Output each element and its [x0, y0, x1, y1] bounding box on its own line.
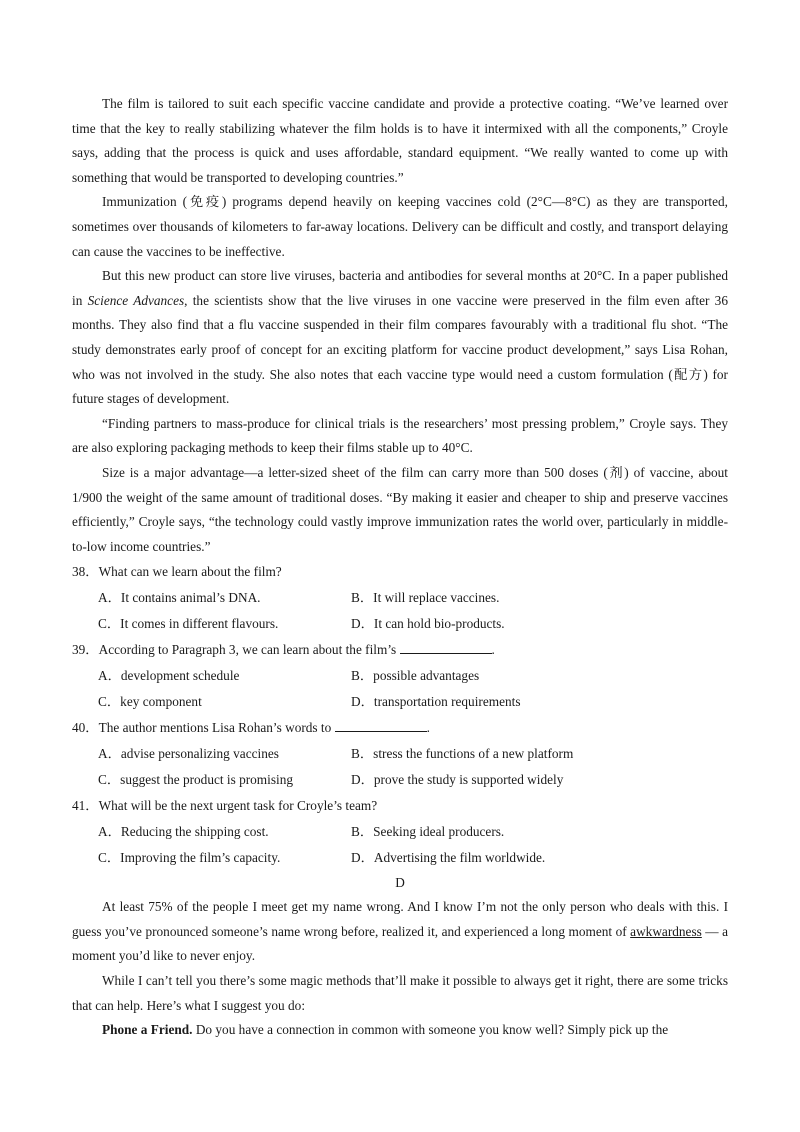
- option-d[interactable]: D．Advertising the film worldwide.: [351, 850, 546, 866]
- option-c[interactable]: C．key component: [98, 694, 202, 710]
- option-b[interactable]: B．possible advantages: [351, 668, 480, 684]
- underlined-word: awkwardness: [630, 923, 702, 939]
- option-b[interactable]: B．It will replace vaccines.: [351, 590, 500, 606]
- journal-name: Science Advances: [87, 292, 185, 308]
- option-row: [72, 611, 728, 637]
- option-row: [72, 689, 728, 715]
- exam-page: [72, 92, 728, 1043]
- passage-c-paragraph-3: [72, 264, 728, 412]
- option-b[interactable]: B．stress the functions of a new platform: [351, 746, 574, 762]
- question-stem: 41．What will be the next urgent task for Croyle’s team?: [72, 798, 378, 814]
- option-row: [72, 845, 728, 871]
- passage-c-paragraph-5: Size is a major advantage—a letter-sized sheet of the film can carry more than 500 doses (剂) of vaccine, about 1/900 the weight of the same amount of traditional doses. “By making it easier and cheaper to ship and preserve vaccines efficiently,” Croyle says, “the technology could vastly improve immunization rates the world over, particularly in middle-to-low income countries.”: [72, 464, 728, 554]
- passage-d-paragraph-2: While I can’t tell you there’s some magic methods that’ll make it possible to always get it right, there are some tricks that can help. Here’s what I suggest you do:: [72, 973, 728, 1013]
- option-c[interactable]: C．Improving the film’s capacity.: [98, 850, 281, 866]
- option-d[interactable]: D．It can hold bio-products.: [351, 616, 505, 632]
- section-heading-d: D: [395, 875, 405, 891]
- option-a[interactable]: A．It contains animal’s DNA.: [98, 590, 261, 606]
- answer-blank[interactable]: [335, 719, 427, 732]
- option-a[interactable]: A．advise personalizing vaccines: [98, 746, 279, 762]
- question-40: [72, 715, 728, 793]
- option-d[interactable]: D．prove the study is supported widely: [351, 772, 564, 788]
- passage-d-paragraph-1: [72, 895, 728, 969]
- question-38: [72, 559, 728, 637]
- option-row: [72, 663, 728, 689]
- option-a[interactable]: A．Reducing the shipping cost.: [98, 824, 269, 840]
- stem-tail: .: [426, 720, 430, 736]
- option-row: [72, 767, 728, 793]
- option-row: [72, 741, 728, 767]
- passage-d-paragraph-3: [72, 1018, 728, 1043]
- option-d[interactable]: D．transportation requirements: [351, 694, 521, 710]
- stem-text: 39．According to Paragraph 3, we can learn about the film’s: [72, 642, 400, 658]
- stem-tail: .: [491, 642, 495, 658]
- option-a[interactable]: A．development schedule: [98, 668, 240, 684]
- option-row: [72, 585, 728, 611]
- option-row: [72, 819, 728, 845]
- stem-text: 40．The author mentions Lisa Rohan’s words to: [72, 720, 335, 736]
- question-stem: 38．What can we learn about the film?: [72, 564, 282, 580]
- question-stem: [72, 715, 728, 741]
- paragraph-text: But this new product can store live viruses, bacteria and antibodies for several months at 20°C. In a paper published in: [72, 268, 728, 308]
- question-41: [72, 793, 728, 871]
- paragraph-text: At least 75% of the people I meet get my name wrong. And I know I’m not the only person who deals with this. I guess you’ve pronounced someone’s name wrong before, realized it, and experienced a long moment of: [72, 899, 728, 939]
- question-39: [72, 637, 728, 715]
- passage-c-paragraph-1: The film is tailored to suit each specific vaccine candidate and provide a protective coating. “We’ve learned over time that the key to really stabilizing whatever the film holds is to have it intermixed with all the components,” Croyle says, adding that the process is quick and uses affordable, standard equipment. “We really wanted to come up with something that would be transported to developing countries.”: [72, 96, 728, 185]
- paragraph-text: Do you have a connection in common with someone you know well? Simply pick up the: [192, 1022, 669, 1038]
- option-c[interactable]: C．It comes in different flavours.: [98, 616, 279, 632]
- passage-c-paragraph-2: Immunization (免疫) programs depend heavily on keeping vaccines cold (2°C—8°C) as they are transported, sometimes over thousands of kilometers to far-away locations. Delivery can be difficult and costly, and transport delaying can cause the vaccines to be ineffective.: [72, 194, 728, 259]
- paragraph-text: , the scientists show that the live viruses in one vaccine were preserved in the film even after 36 months. They also find that a flu vaccine suspended in their film compares favourably with a traditional flu shot. “The study demonstrates early proof of concept for an exciting platform for vaccine product development,” says Lisa Rohan, who was not involved in the study. She also notes that each vaccine type would need a custom formulation (配方) for future stages of development.: [72, 292, 728, 407]
- question-stem: [72, 637, 728, 663]
- answer-blank[interactable]: [400, 641, 492, 654]
- option-b[interactable]: B．Seeking ideal producers.: [351, 824, 505, 840]
- tip-heading: Phone a Friend.: [102, 1022, 193, 1038]
- passage-c-paragraph-4: “Finding partners to mass-produce for clinical trials is the researchers’ most pressing problem,” Croyle says. They are also exploring packaging methods to keep their films stable up to 40°C.: [72, 415, 728, 456]
- option-c[interactable]: C．suggest the product is promising: [98, 772, 294, 788]
- paragraph-text: — a moment you’d like to never enjoy.: [72, 923, 728, 964]
